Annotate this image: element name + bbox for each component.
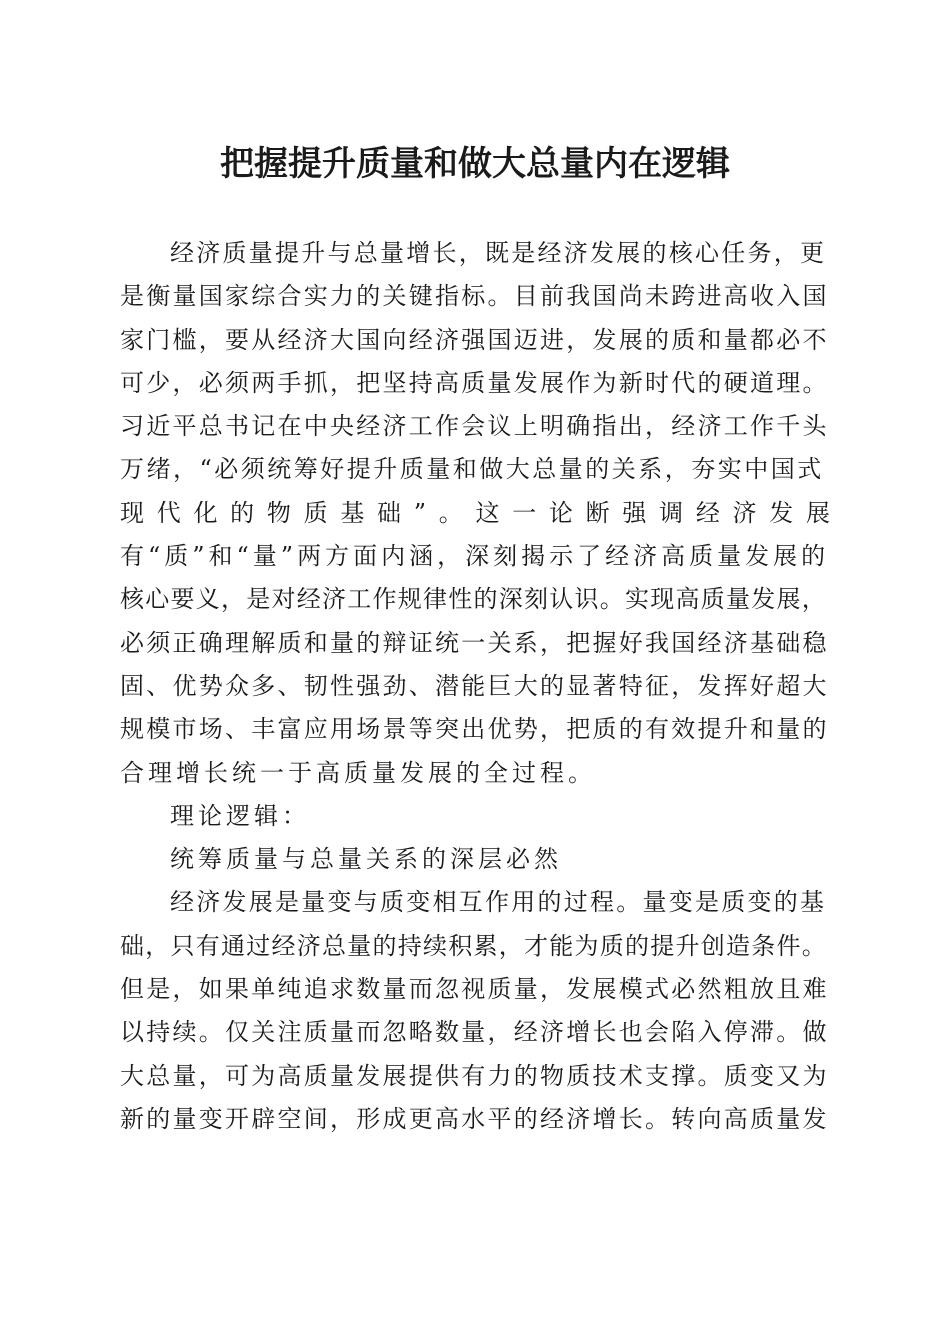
text-line: 现代化的物质基础”。这一论断强调经济发展: [120, 498, 830, 527]
text-line: 习近平总书记在中央经济工作会议上明确指出，经济工作千头: [120, 412, 829, 441]
text-line: 是衡量国家综合实力的关键指标。目前我国尚未跨进高收入国: [120, 282, 829, 311]
text-line: 有“质”和“量”两方面内涵，深刻揭示了经济高质量发展的: [120, 542, 830, 571]
text-line: 核心要义，是对经济工作规律性的深刻认识。实现高质量发展，: [120, 585, 827, 614]
section-label: 理论逻辑：: [170, 801, 310, 830]
page-title: 把握提升质量和做大总量内在逻辑: [220, 144, 730, 184]
section-heading: 统筹质量与总量关系的深层必然: [170, 845, 562, 874]
text-line: 家门槛，要从经济大国向经济强国迈进，发展的质和量都必不: [120, 325, 829, 354]
text-line: 经济质量提升与总量增长，既是经济发展的核心任务，更: [170, 239, 827, 267]
text-line: 规模市场、丰富应用场景等突出优势，把质的有效提升和量的: [120, 715, 829, 744]
text-line: 固、优势众多、韧性强劲、潜能巨大的显著特征，发挥好超大: [120, 671, 829, 700]
text-line: 合理增长统一于高质量发展的全过程。: [120, 758, 596, 787]
text-line: 但是，如果单纯追求数量而忽视质量，发展模式必然粗放且难: [120, 975, 829, 1004]
text-line: 以持续。仅关注质量而忽略数量，经济增长也会陷入停滞。做: [120, 1018, 829, 1047]
text-line: 必须正确理解质和量的辩证统一关系，把握好我国经济基础稳: [120, 628, 829, 657]
article-body: [120, 232, 830, 1141]
text-line: 础，只有通过经济总量的持续积累，才能为质的提升创造条件。: [120, 931, 827, 960]
text-line: 可少，必须两手抓，把坚持高质量发展作为新时代的硬道理。: [120, 368, 829, 397]
text-line: 新的量变开辟空间，形成更高水平的经济增长。转向高质量发: [120, 1104, 829, 1133]
text-line: 经济发展是量变与质变相互作用的过程。量变是质变的基: [170, 888, 827, 917]
text-line: 万绪，“必须统筹好提升质量和做大总量的关系，夯实中国式: [120, 455, 824, 484]
text-line: 大总量，可为高质量发展提供有力的物质技术支撑。质变又为: [120, 1061, 829, 1090]
